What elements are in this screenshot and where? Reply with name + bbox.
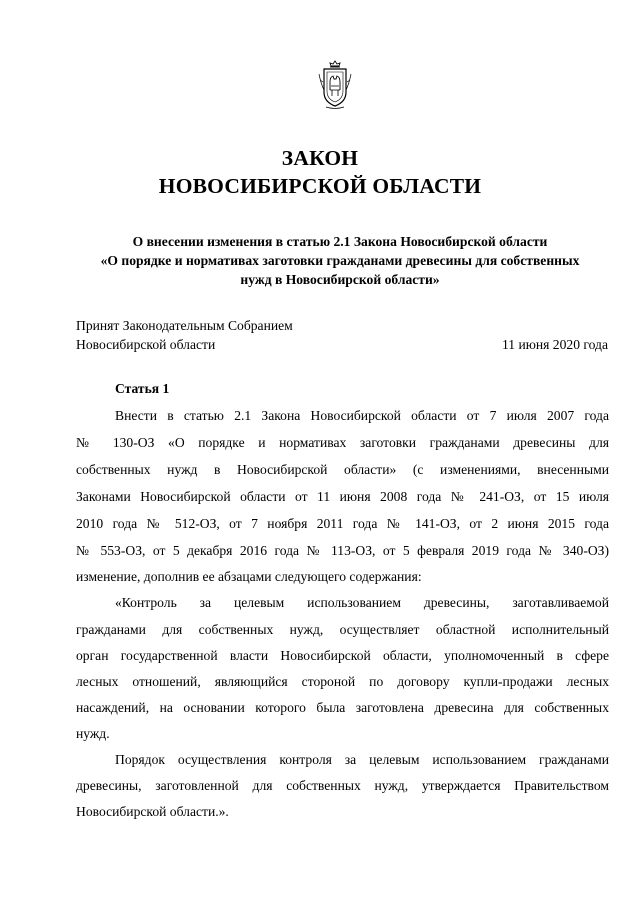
quoted-text-line: Порядок осуществления контроля за целевым использованием гражданами xyxy=(115,752,609,767)
adoption-date: 11 июня 2020 года xyxy=(501,337,608,352)
article-text-line: № 553-ОЗ, от 5 декабря 2016 года № 113-ОЗ, от 5 февраля 2019 года № 340-ОЗ) xyxy=(76,543,609,558)
adopted-by-line2: Новосибирской области xyxy=(76,337,216,352)
law-subject-line2: «О порядке и нормативах заготовки гражданами древесины для собственных xyxy=(100,253,580,268)
quoted-text-line: древесины, заготовленной для собственных нужд, утверждается Правительством xyxy=(76,778,609,793)
adopted-by-line1: Принят Законодательным Собранием xyxy=(76,318,293,333)
quoted-text-line: «Контроль за целевым использованием древесины, заготавливаемой xyxy=(115,595,609,610)
quoted-text-line: гражданами для собственных нужд, осуществляет областной исполнительный xyxy=(76,622,609,637)
law-subject-line3: нужд в Новосибирской области» xyxy=(240,272,440,287)
article-text-line: изменение, дополнив ее абзацами следующего содержания: xyxy=(76,569,422,584)
article-text-line: Внести в статью 2.1 Закона Новосибирской области от 7 июля 2007 года xyxy=(115,408,609,423)
article-text-line: 2010 года № 512-ОЗ, от 7 ноября 2011 года № 141-ОЗ, от 2 июня 2015 года xyxy=(76,516,609,531)
quoted-text-line: лесных отношений, являющийся стороной по договору купли-продажи лесных xyxy=(76,674,609,689)
quoted-text-line: Новосибирской области.». xyxy=(76,804,229,819)
article-heading: Статья 1 xyxy=(115,381,170,396)
quoted-text-line: насаждений, на основании которого была заготовлена древесина для собственных xyxy=(76,700,609,715)
quoted-text-line: нужд. xyxy=(76,726,110,741)
article-text-line: собственных нужд в Новосибирской области» (с изменениями, внесенными xyxy=(76,462,609,477)
law-title-line2: НОВОСИБИРСКОЙ ОБЛАСТИ xyxy=(158,174,482,198)
quoted-text-line: орган государственной власти Новосибирской области, уполномоченный в сфере xyxy=(76,648,609,663)
article-text-line: № 130-ОЗ «О порядке и нормативах заготовки гражданами древесины для xyxy=(76,435,609,450)
law-subject-line1: О внесении изменения в статью 2.1 Закона Новосибирской области xyxy=(132,234,548,249)
coat-of-arms-icon xyxy=(318,60,352,110)
law-title-line1: ЗАКОН xyxy=(281,146,359,170)
article-text-line: Законами Новосибирской области от 11 июня 2008 года № 241-ОЗ, от 15 июля xyxy=(76,489,609,504)
